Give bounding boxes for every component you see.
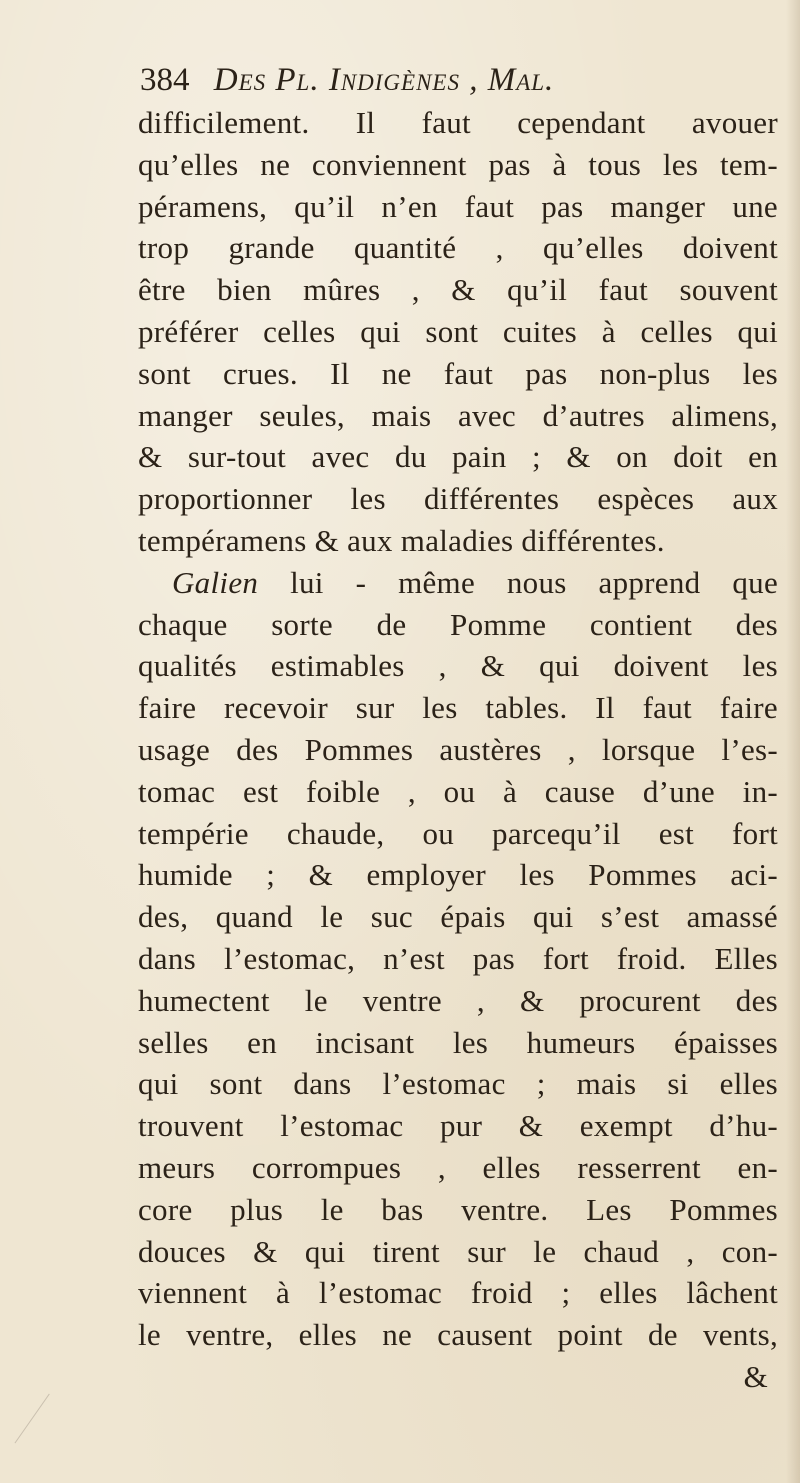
text-line: manger seules, mais avec d’autres alimens, <box>138 397 778 433</box>
text-line: qu’elles ne conviennent pas à tous les tem- <box>138 146 778 182</box>
text-line: qualités estimables , & qui doivent les <box>138 648 778 684</box>
text-line: core plus le bas ventre. Les Pommes <box>138 1191 778 1227</box>
text-line: & sur-tout avec du pain ; & on doit en <box>138 439 778 475</box>
text-line: meurs corrompues , elles resserrent en- <box>138 1149 778 1185</box>
paragraph-start-line <box>138 562 778 604</box>
text-line: le ventre, elles ne causent point de vents, <box>138 1317 778 1353</box>
text-line: trouvent l’estomac pur & exempt d’hu- <box>138 1108 778 1144</box>
catchword: & <box>743 1358 768 1394</box>
text-line: dans l’estomac, n’est pas fort froid. Elles <box>138 940 778 976</box>
author-name-galien: Galien <box>172 564 259 600</box>
running-title: Des Pl. Indigènes , Mal. <box>213 62 555 98</box>
text-line: usage des Pommes austères , lorsque l’es- <box>138 731 778 767</box>
text-line: sont crues. Il ne faut pas non-plus les <box>138 355 778 391</box>
text-line: douces & qui tirent sur le chaud , con- <box>138 1233 778 1269</box>
text-line: être bien mûres , & qu’il faut souvent <box>138 272 778 308</box>
text-line: préférer celles qui sont cuites à celles qui <box>138 313 778 349</box>
body-text <box>138 102 778 1398</box>
text-line: faire recevoir sur les tables. Il faut faire <box>138 690 778 726</box>
page-number: 384 <box>140 62 190 98</box>
text-line: humectent le ventre , & procurent des <box>138 982 778 1018</box>
text-line: tomac est foible , ou à cause d’une in- <box>138 773 778 809</box>
page-edge-shadow <box>786 0 800 1483</box>
text-line: humide ; & employer les Pommes aci- <box>138 857 778 893</box>
text-line: péramens, qu’il n’en faut pas manger une <box>138 188 778 224</box>
pencil-mark <box>15 1394 83 1467</box>
text-line: viennent à l’estomac froid ; elles lâchent <box>138 1275 778 1311</box>
text-line: chaque sorte de Pomme contient des <box>138 606 778 642</box>
text-line: difficilement. Il faut cependant avouer <box>138 105 778 140</box>
text-line: des, quand le suc épais qui s’est amassé <box>138 899 778 935</box>
text-line: tempérie chaude, ou parcequ’il est fort <box>138 815 778 851</box>
text-fragment: lui - même nous apprend que <box>258 564 778 600</box>
text-line: trop grande quantité , qu’elles doivent <box>138 230 778 266</box>
text-line: qui sont dans l’estomac ; mais si elles <box>138 1066 778 1102</box>
text-line: tempéramens & aux maladies différentes. <box>138 522 665 558</box>
running-head <box>140 56 780 104</box>
text-line: selles en incisant les humeurs épaisses <box>138 1024 778 1060</box>
text-line: proportionner les différentes espèces aux <box>138 481 778 517</box>
